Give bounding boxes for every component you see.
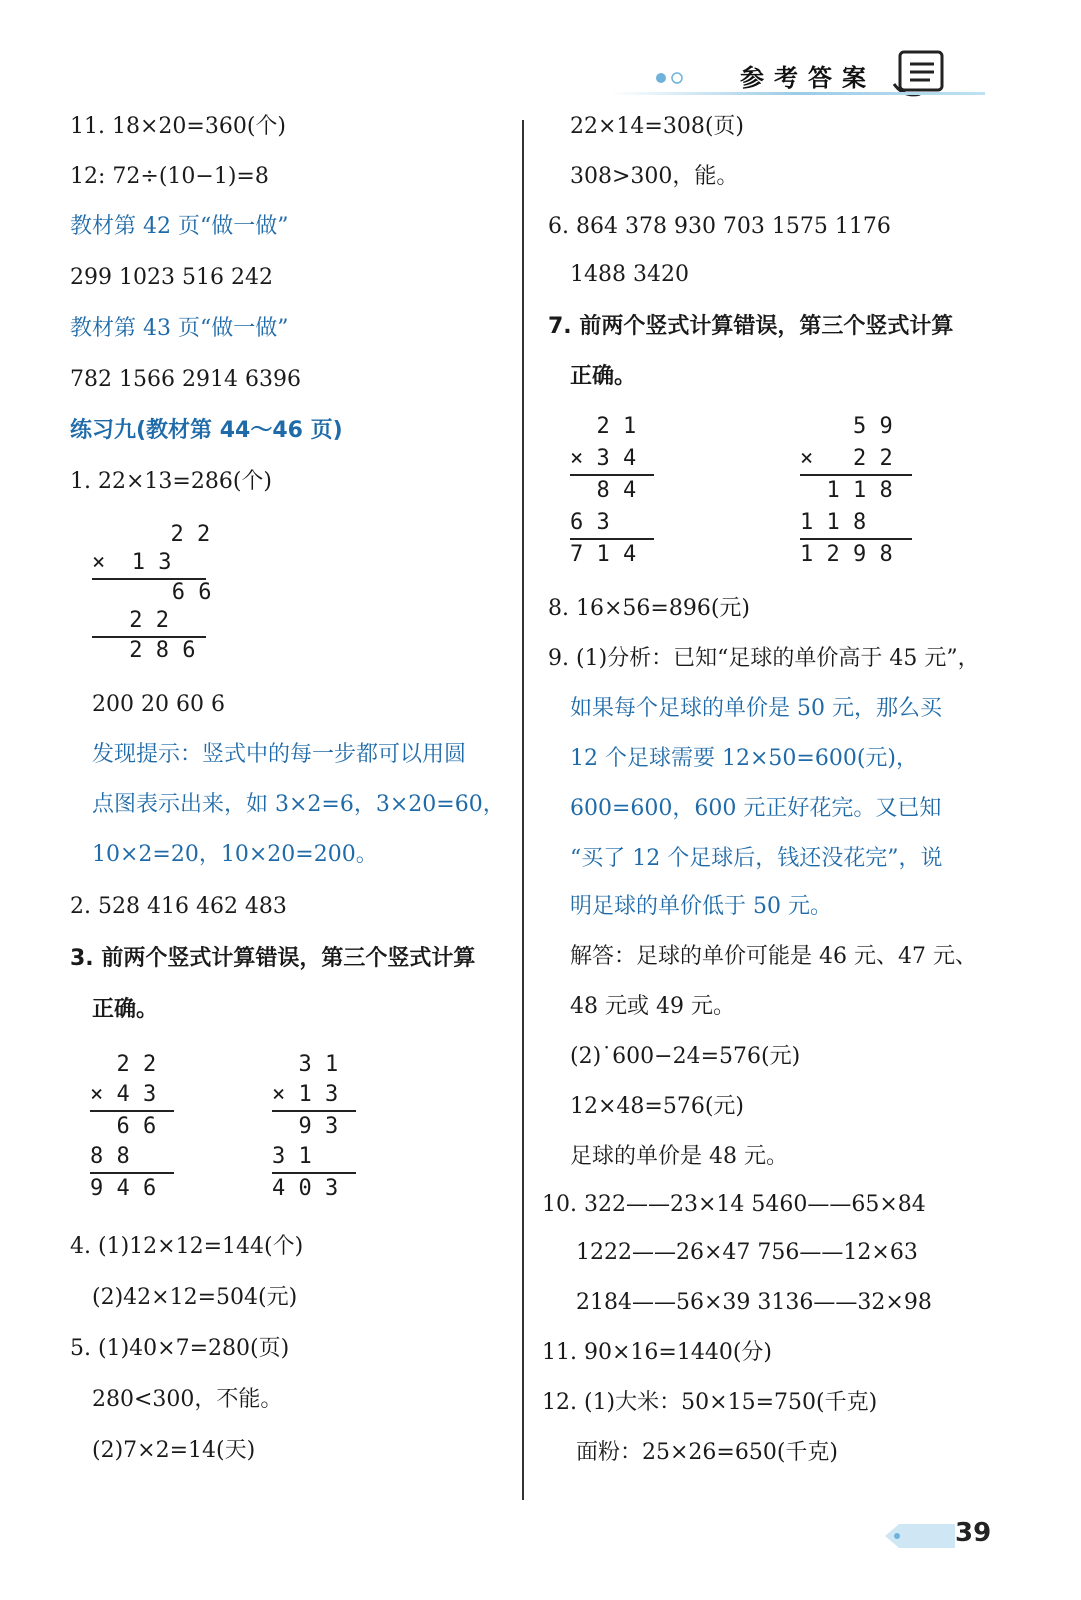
right-line-7: 8. 16×56=896(元) <box>548 596 750 621</box>
left-line-13: 2. 528 416 462 483 <box>70 894 287 919</box>
left-heading-43: 教材第 43 页“做一做” <box>70 316 289 341</box>
page-number-badge-icon <box>885 1522 955 1554</box>
header-rule <box>610 92 985 95</box>
left-line-4: 299 1023 516 242 <box>70 265 273 290</box>
left-line-15: 正确。 <box>92 997 159 1022</box>
left-hint-2: 点图表示出来，如 3×2=6，3×20=60， <box>92 792 505 817</box>
right-line-4: 1488 3420 <box>570 262 689 287</box>
left-heading-exercise-9: 练习九(教材第 44～46 页) <box>70 418 343 443</box>
right-line-2: 308>300，能。 <box>570 164 739 189</box>
right-line-24: 面粉：25×26=650(千克) <box>576 1440 839 1465</box>
right-line-16: (2)˙600−24=576(元) <box>570 1044 801 1069</box>
left-heading-42: 教材第 42 页“做一做” <box>70 214 289 239</box>
left-line-2: 12: 72÷(10−1)=8 <box>70 164 269 189</box>
left-line-9: 200 20 60 6 <box>92 692 225 717</box>
left-hint-1: 发现提示：竖式中的每一步都可以用圆 <box>92 742 467 767</box>
right-line-19: 10. 322——23×14 5460——65×84 <box>542 1192 926 1217</box>
right-analysis-4: “买了 12 个足球后，钱还没花完”，说 <box>570 846 943 871</box>
header-title: 参考答案 <box>740 64 876 92</box>
right-line-17: 12×48=576(元) <box>570 1094 745 1119</box>
right-line-18: 足球的单价是 48 元。 <box>570 1144 788 1169</box>
column-divider <box>522 120 524 1500</box>
page-number: 39 <box>955 1518 992 1548</box>
left-line-18: 5. (1)40×7=280(页) <box>70 1336 290 1361</box>
left-line-6: 782 1566 2914 6396 <box>70 367 301 392</box>
right-line-5: 7. 前两个竖式计算错误，第三个竖式计算 <box>548 314 954 339</box>
left-line-19: 280<300，不能。 <box>92 1387 283 1412</box>
header-dots-icon <box>655 70 695 89</box>
right-answer-2: 48 元或 49 元。 <box>570 994 735 1019</box>
left-line-14: 3. 前两个竖式计算错误，第三个竖式计算 <box>70 946 476 971</box>
left-line-17: (2)42×12=504(元) <box>92 1285 298 1310</box>
right-analysis-5: 明足球的单价低于 50 元。 <box>570 894 832 919</box>
right-line-8: 9. (1)分析：已知“足球的单价高于 45 元”， <box>548 646 980 671</box>
right-line-1: 22×14=308(页) <box>570 114 745 139</box>
right-answer-1: 解答：足球的单价可能是 46 元、47 元、 <box>570 944 977 969</box>
left-line-20: (2)7×2=14(天) <box>92 1438 256 1463</box>
right-line-22: 11. 90×16=1440(分) <box>542 1340 772 1365</box>
left-line-8: 1. 22×13=286(个) <box>70 469 272 494</box>
right-line-6: 正确。 <box>570 364 637 389</box>
right-line-20: 1222——26×47 756——12×63 <box>576 1240 918 1265</box>
left-hint-3: 10×2=20，10×20=200。 <box>92 842 378 867</box>
header-scroll-icon <box>890 48 952 104</box>
right-line-21: 2184——56×39 3136——32×98 <box>576 1290 932 1315</box>
left-line-1: 11. 18×20=360(个) <box>70 114 286 139</box>
right-analysis-3: 600=600，600 元正好花完。又已知 <box>570 796 942 821</box>
right-analysis-1: 如果每个足球的单价是 50 元，那么买 <box>570 696 942 721</box>
left-line-16: 4. (1)12×12=144(个) <box>70 1234 304 1259</box>
right-line-3: 6. 864 378 930 703 1575 1176 <box>548 214 891 239</box>
right-line-23: 12. (1)大米：50×15=750(千克) <box>542 1390 878 1415</box>
right-analysis-2: 12 个足球需要 12×50=600(元)， <box>570 746 918 771</box>
